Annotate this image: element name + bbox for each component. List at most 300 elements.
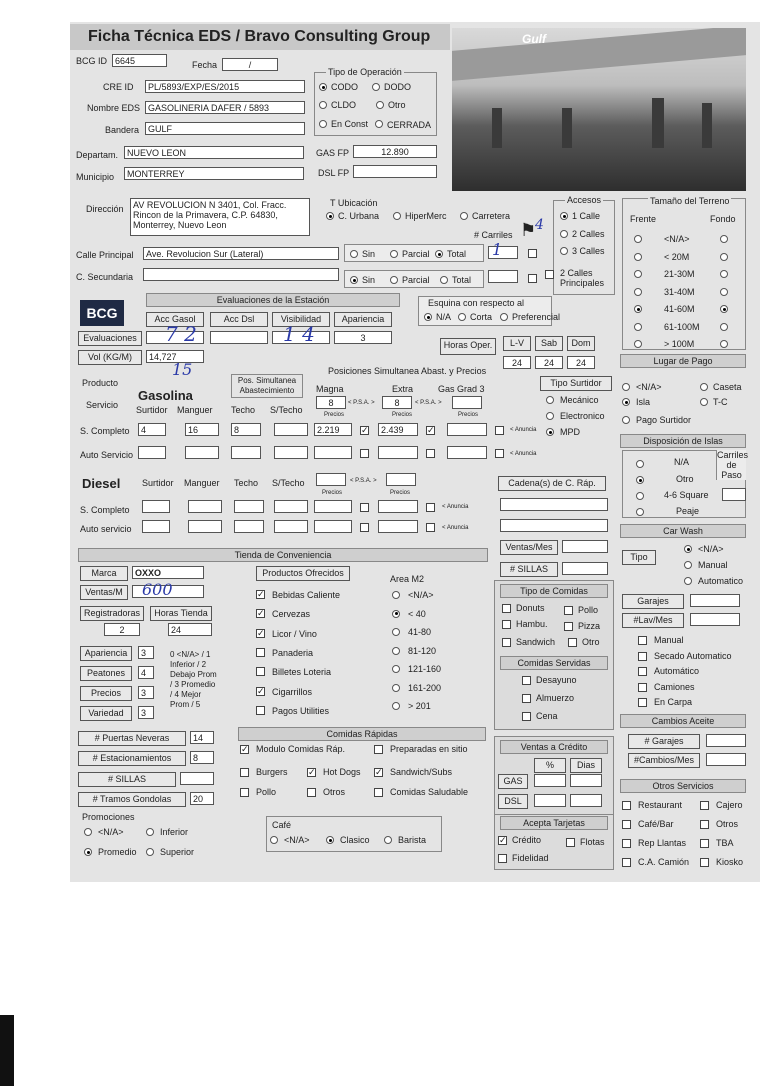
otros-tba-label: TBA bbox=[716, 838, 734, 848]
tienda-sillas-field[interactable] bbox=[180, 772, 214, 785]
ubic-urbana-radio[interactable] bbox=[326, 212, 334, 220]
estac-field[interactable]: 8 bbox=[190, 751, 214, 764]
cw-na-radio[interactable] bbox=[684, 545, 692, 553]
diesel-as-surtidor[interactable] bbox=[142, 520, 170, 533]
calle-field[interactable]: Ave. Revolucion Sur (Lateral) bbox=[143, 247, 339, 260]
marca-field[interactable]: OXXO bbox=[132, 566, 204, 579]
gg3-precio-check[interactable] bbox=[495, 426, 504, 435]
comidas-cena-check[interactable] bbox=[522, 712, 531, 721]
calle-parcial-label: Parcial bbox=[402, 249, 430, 259]
fondo-radio-2[interactable] bbox=[720, 270, 728, 278]
carwash-header: Car Wash bbox=[620, 524, 746, 538]
accesos-3-label: 3 Calles bbox=[572, 246, 605, 256]
diesel-sc-precio-1[interactable] bbox=[314, 500, 352, 513]
variedad-field[interactable]: 3 bbox=[138, 706, 154, 719]
cw-encarpa-check[interactable] bbox=[638, 698, 647, 707]
rapidas-burgers-label: Burgers bbox=[256, 767, 288, 777]
gas-as-manguer[interactable] bbox=[185, 446, 219, 459]
cw-auto-radio[interactable] bbox=[684, 577, 692, 585]
tarjetas-credito-check[interactable]: ✓ bbox=[499, 835, 507, 845]
calle-sin-radio[interactable] bbox=[350, 250, 358, 258]
peatones-field[interactable]: 4 bbox=[138, 666, 154, 679]
promo-prom-label: Promedio bbox=[98, 847, 137, 857]
carriles-handwritten: 4 bbox=[535, 217, 544, 233]
cw-manual-radio[interactable] bbox=[684, 561, 692, 569]
op-dodo-radio[interactable] bbox=[372, 83, 380, 91]
op-codo-label: CODO bbox=[331, 82, 358, 92]
sec-check[interactable] bbox=[528, 274, 537, 283]
otros-restaurant-check[interactable] bbox=[622, 801, 631, 810]
cw-chk_manual-check[interactable] bbox=[638, 636, 647, 645]
sec-carriles-field[interactable] bbox=[488, 270, 518, 283]
diesel-label: Diesel bbox=[82, 476, 121, 491]
credito-gas-dias[interactable] bbox=[570, 774, 602, 787]
diesel-as-anuncia: < Anuncia bbox=[442, 525, 469, 531]
vol-field[interactable]: 14,727 bbox=[146, 350, 204, 363]
gas-as-surtidor[interactable] bbox=[138, 446, 166, 459]
islas-peaje-radio[interactable] bbox=[636, 508, 644, 516]
lv-field[interactable]: 24 bbox=[503, 356, 531, 369]
neveras-label: # Puertas Neveras bbox=[78, 731, 186, 746]
cre-label: CRE ID bbox=[103, 82, 134, 92]
islas-na-label: N/A bbox=[674, 457, 690, 467]
frente-radio-3[interactable] bbox=[634, 288, 642, 296]
otros-cafebar-check[interactable] bbox=[622, 820, 631, 829]
tarjetas-header: Acepta Tarjetas bbox=[500, 816, 608, 830]
aceite-cambios-field[interactable] bbox=[706, 753, 746, 766]
gas-sc-stecho[interactable] bbox=[274, 423, 308, 436]
producto-2-check[interactable]: ✓ bbox=[257, 608, 265, 619]
tramos-label: # Tramos Gondolas bbox=[78, 792, 186, 807]
cw-camiones-check[interactable] bbox=[638, 683, 647, 692]
gas-sc-surtidor[interactable]: 4 bbox=[138, 423, 166, 436]
cadena-ventas-field[interactable] bbox=[562, 540, 608, 553]
aceite-cambios-label: #Cambios/Mes bbox=[628, 753, 700, 768]
legend-line-1: 0 <N/A> / 1 bbox=[170, 650, 211, 659]
apariencia-t-field[interactable]: 3 bbox=[138, 646, 154, 659]
diesel-sc-surtidor[interactable] bbox=[142, 500, 170, 513]
acc-dsl-button[interactable]: Acc Dsl bbox=[210, 312, 268, 327]
rapidas-modulo-label: Modulo Comidas Ráp. bbox=[256, 744, 346, 754]
sab-field[interactable]: 24 bbox=[535, 356, 563, 369]
gas-as-techo[interactable] bbox=[231, 446, 261, 459]
cafe-na-label: <N/A> bbox=[284, 835, 310, 845]
magna-precio-check[interactable]: ✓ bbox=[361, 425, 369, 435]
sec-total-radio[interactable] bbox=[440, 276, 448, 284]
terreno-label-4: 41-60M bbox=[664, 304, 695, 314]
op-dodo-label: DODO bbox=[384, 82, 411, 92]
cw-lavmes-field[interactable] bbox=[690, 613, 740, 626]
area-radio-6[interactable] bbox=[392, 702, 400, 710]
gg3-psa-field[interactable] bbox=[452, 396, 482, 409]
pago-isla-radio[interactable] bbox=[622, 398, 630, 406]
direccion-line-3: Monterrey, Nuevo Leon bbox=[133, 220, 227, 230]
cafe-na-radio[interactable] bbox=[270, 836, 278, 844]
gas-sc-techo[interactable]: 8 bbox=[231, 423, 261, 436]
cw-garajes-field[interactable] bbox=[690, 594, 740, 607]
dom-label: Dom bbox=[567, 336, 595, 351]
diesel-psa-1[interactable] bbox=[316, 473, 346, 486]
promo-inf-radio[interactable] bbox=[146, 828, 154, 836]
comidas-donuts-check[interactable] bbox=[502, 604, 511, 613]
accesos-2p-check[interactable] bbox=[545, 270, 554, 279]
producto-6-check[interactable]: ✓ bbox=[257, 685, 265, 696]
bandera-field[interactable]: GULF bbox=[145, 122, 305, 135]
gas-stecho-label: S/Techo bbox=[270, 405, 303, 415]
otros-llantas-label: Rep Llantas bbox=[638, 838, 687, 848]
tarjetas-fidelidad-label: Fidelidad bbox=[512, 853, 549, 863]
productos-button[interactable]: Productos Ofrecidos bbox=[256, 566, 350, 581]
gas-as-stecho[interactable] bbox=[274, 446, 308, 459]
cadena-field-2[interactable] bbox=[500, 519, 608, 532]
otros-kiosko-label: Kiosko bbox=[716, 857, 744, 867]
calle-total-radio[interactable] bbox=[435, 250, 443, 258]
fondo-label: Fondo bbox=[710, 214, 736, 224]
area-radio-3[interactable] bbox=[392, 647, 400, 655]
diesel-surtidor-label: Surtidor bbox=[142, 478, 174, 488]
accesos-3-radio[interactable] bbox=[560, 247, 568, 255]
cadena-field-1[interactable] bbox=[500, 498, 608, 511]
acc-gasol-button[interactable]: Acc Gasol bbox=[146, 312, 204, 327]
gas-as-magna[interactable] bbox=[314, 446, 352, 459]
credito-dias-label: Dias bbox=[570, 758, 602, 773]
area-radio-0[interactable] bbox=[392, 591, 400, 599]
cafe-clasico-radio[interactable] bbox=[326, 836, 334, 844]
cafe-label: Café bbox=[272, 820, 292, 830]
frente-radio-2[interactable] bbox=[634, 270, 642, 278]
gas-as-magna-check[interactable] bbox=[360, 449, 369, 458]
cw-automatico-check[interactable] bbox=[638, 667, 647, 676]
cw-chk_manual-label: Manual bbox=[654, 635, 684, 645]
municipio-field[interactable]: MONTERREY bbox=[124, 167, 304, 180]
horas-tienda-label: Horas Tienda bbox=[150, 606, 212, 621]
fondo-radio-4[interactable] bbox=[720, 305, 728, 313]
cadena-sillas-field[interactable] bbox=[562, 562, 608, 575]
area-radio-5[interactable] bbox=[392, 684, 400, 692]
comidas-pollo-label: Pollo bbox=[578, 605, 599, 615]
producto-3-check[interactable]: ✓ bbox=[257, 627, 265, 638]
gas-autoserv-label: Auto Servicio bbox=[80, 450, 134, 460]
magna-label: Magna bbox=[316, 384, 344, 394]
comidas-pollo-check[interactable] bbox=[564, 606, 573, 615]
gas-sc-manguer[interactable]: 16 bbox=[185, 423, 219, 436]
op-enconst-radio[interactable] bbox=[319, 120, 327, 128]
ubic-carretera-label: Carretera bbox=[472, 211, 511, 221]
diesel-psa-2[interactable] bbox=[386, 473, 416, 486]
cw-garajes-label: Garajes bbox=[622, 594, 684, 609]
horas-tienda-field[interactable]: 24 bbox=[168, 623, 212, 636]
cw-auto-label: Automatico bbox=[698, 576, 744, 586]
area-label-1: < 40 bbox=[408, 608, 426, 619]
comidas-otro-check[interactable] bbox=[568, 638, 577, 647]
aceite-garajes-field[interactable] bbox=[706, 734, 746, 747]
cafe-group bbox=[266, 816, 442, 852]
dom-field[interactable]: 24 bbox=[567, 356, 595, 369]
bcg-id-field[interactable]: 6645 bbox=[112, 54, 167, 67]
carriles-paso-field[interactable] bbox=[722, 488, 746, 501]
tramos-field[interactable]: 20 bbox=[190, 792, 214, 805]
producto-4-check[interactable] bbox=[256, 648, 265, 657]
producto-7-label: Pagos Utilities bbox=[272, 705, 330, 716]
esq-corta-radio[interactable] bbox=[458, 313, 466, 321]
direccion-line-2: Rincon de la Primavera, C.P. 64830, bbox=[133, 210, 278, 220]
sec-total-label: Total bbox=[452, 275, 472, 285]
fondo-radio-0[interactable] bbox=[720, 235, 728, 243]
promo-na-radio[interactable] bbox=[84, 828, 92, 836]
otros-camion-label: C.A. Camión bbox=[638, 857, 690, 867]
islas-otro-radio[interactable] bbox=[636, 476, 644, 484]
diesel-sc-manguer[interactable] bbox=[188, 500, 222, 513]
tarjetas-flotas-check[interactable] bbox=[566, 838, 575, 847]
apariencia-field[interactable]: 3 bbox=[334, 331, 392, 344]
municipio-label: Municipio bbox=[76, 172, 115, 182]
frente-radio-1[interactable] bbox=[634, 253, 642, 261]
comidas-pizza-label: Pizza bbox=[578, 621, 601, 631]
sec-sin-label: Sin bbox=[362, 275, 376, 285]
dslfp-field[interactable] bbox=[353, 165, 437, 178]
frente-radio-5[interactable] bbox=[634, 323, 642, 331]
cw-secado-check[interactable] bbox=[638, 652, 647, 661]
cw-secado-label: Secado Automatico bbox=[654, 650, 732, 661]
terreno-label-3: 31-40M bbox=[664, 286, 695, 297]
diesel-sc-check-1[interactable] bbox=[360, 503, 369, 512]
pago-na-radio[interactable] bbox=[622, 383, 630, 391]
otros-tba-check[interactable] bbox=[700, 839, 709, 848]
rapidas-burgers-check[interactable] bbox=[240, 768, 249, 777]
credito-dsl-dias[interactable] bbox=[570, 794, 602, 807]
diesel-as-techo[interactable] bbox=[234, 520, 264, 533]
area-label: Area M2 bbox=[390, 574, 425, 584]
comidas-sandwich-check[interactable] bbox=[502, 638, 511, 647]
extra-label: Extra bbox=[392, 384, 414, 394]
islas-na-radio[interactable] bbox=[636, 460, 644, 468]
op-otro-radio[interactable] bbox=[376, 101, 384, 109]
extra-precio-field[interactable]: 2.439 bbox=[378, 423, 418, 436]
diesel-as-check-2[interactable] bbox=[426, 523, 435, 532]
islas-cuadre-radio[interactable] bbox=[636, 492, 644, 500]
sab-label: Sab bbox=[535, 336, 563, 351]
otros-cajero-check[interactable] bbox=[700, 801, 709, 810]
accesos-1-radio[interactable] bbox=[560, 212, 568, 220]
accesos-label: Accesos bbox=[567, 195, 602, 205]
aceite-header: Cambios Aceite bbox=[620, 714, 746, 728]
pago-tc-radio[interactable] bbox=[700, 398, 708, 406]
promo-sup-radio[interactable] bbox=[146, 848, 154, 856]
comidas-pizza-check[interactable] bbox=[564, 622, 573, 631]
acc-dsl-field[interactable] bbox=[210, 331, 268, 344]
gas-as-extra[interactable] bbox=[378, 446, 418, 459]
cre-field[interactable]: PL/5893/EXP/ES/2015 bbox=[145, 80, 305, 93]
pago-na-label: <N/A> bbox=[636, 382, 662, 392]
surt-mpd-radio[interactable] bbox=[546, 428, 554, 436]
calle-parcial-radio[interactable] bbox=[390, 250, 398, 258]
promo-prom-radio[interactable] bbox=[84, 848, 92, 856]
fondo-radio-6[interactable] bbox=[720, 340, 728, 348]
extra-precio-check[interactable]: ✓ bbox=[427, 425, 435, 435]
cw-na-label: <N/A> bbox=[698, 544, 724, 554]
ubic-hiper-radio[interactable] bbox=[393, 212, 401, 220]
tipo-op-label: Tipo de Operación bbox=[328, 67, 402, 77]
magna-precio-field[interactable]: 2.219 bbox=[314, 423, 352, 436]
rapidas-sandwich-check[interactable]: ✓ bbox=[375, 767, 383, 777]
magna-psa-field[interactable]: 8 bbox=[316, 396, 346, 409]
comidas-desayuno-check[interactable] bbox=[522, 676, 531, 685]
bandera-label: Bandera bbox=[105, 125, 140, 135]
precios-field[interactable]: 3 bbox=[138, 686, 154, 699]
op-cldo-label: CLDO bbox=[331, 100, 357, 110]
otros-otros-check[interactable] bbox=[700, 820, 709, 829]
calle-total-label: Total bbox=[447, 249, 467, 259]
area-label-6: > 201 bbox=[408, 701, 431, 711]
secundaria-field[interactable] bbox=[143, 268, 339, 281]
credito-gas-pct[interactable] bbox=[534, 774, 566, 787]
extra-psa-field[interactable]: 8 bbox=[382, 396, 412, 409]
rapidas-otros-check[interactable] bbox=[307, 788, 316, 797]
visibilidad-button[interactable]: Visibilidad bbox=[272, 312, 330, 327]
fondo-radio-1[interactable] bbox=[720, 253, 728, 261]
cw-camiones-label: Camiones bbox=[654, 681, 695, 692]
rapidas-otros-label: Otros bbox=[323, 787, 346, 797]
rapidas-sandwich-label: Sandwich/Subs bbox=[390, 767, 453, 777]
horas-oper-button[interactable]: Horas Oper. bbox=[440, 338, 496, 355]
diesel-as-stecho[interactable] bbox=[274, 520, 308, 533]
pago-header: Lugar de Pago bbox=[620, 354, 746, 368]
comidas-almuerzo-check[interactable] bbox=[522, 694, 531, 703]
ubic-hiper-label: HiperMerc bbox=[405, 211, 447, 221]
surt-mecanico-radio[interactable] bbox=[546, 396, 554, 404]
credito-dsl-pct[interactable] bbox=[534, 794, 566, 807]
producto-5-check[interactable] bbox=[256, 667, 265, 676]
bcg-id-label: BCG ID bbox=[76, 56, 108, 66]
registradoras-field[interactable]: 2 bbox=[104, 623, 140, 636]
surt-electronico-radio[interactable] bbox=[546, 412, 554, 420]
comidas-almuerzo-label: Almuerzo bbox=[536, 693, 575, 703]
area-radio-1[interactable] bbox=[392, 610, 400, 618]
islas-header: Disposición de Islas bbox=[620, 434, 746, 448]
depto-field[interactable]: NUEVO LEON bbox=[124, 146, 304, 159]
diesel-as-precio-1[interactable] bbox=[314, 520, 352, 533]
diesel-sc-techo[interactable] bbox=[234, 500, 264, 513]
diesel-sc-precio-2[interactable] bbox=[378, 500, 418, 513]
op-enconst-label: En Const bbox=[331, 119, 369, 129]
diesel-scompleto-label: S. Completo bbox=[80, 505, 130, 515]
op-cerrada-radio[interactable] bbox=[375, 120, 383, 128]
rapidas-pollo-check[interactable] bbox=[240, 788, 249, 797]
cw-lavmes-label: #Lav/Mes bbox=[622, 613, 684, 628]
direccion-line-1: AV REVOLUCION N 3401, Col. Fracc. bbox=[133, 200, 287, 210]
direccion-field[interactable] bbox=[130, 198, 310, 236]
pago-caseta-radio[interactable] bbox=[700, 383, 708, 391]
esq-pref-radio[interactable] bbox=[500, 313, 508, 321]
producto-5-label: Billetes Loteria bbox=[272, 667, 332, 678]
producto-1-label: Bebidas Caliente bbox=[272, 590, 341, 600]
otros-llantas-check[interactable] bbox=[622, 839, 631, 848]
ventas-label: Ventas/M bbox=[80, 585, 128, 600]
comidas-sandwich-label: Sandwich bbox=[516, 637, 556, 647]
gas-as-extra-check[interactable] bbox=[426, 449, 435, 458]
esq-na-label: N/A bbox=[436, 312, 452, 322]
gas-as-gg3[interactable] bbox=[447, 446, 487, 459]
scan-edge bbox=[0, 1015, 14, 1086]
servidas-header: Comidas Servidas bbox=[500, 656, 608, 670]
fondo-radio-3[interactable] bbox=[720, 288, 728, 296]
calle-check[interactable] bbox=[528, 249, 537, 258]
comidas-hambu-check[interactable] bbox=[502, 620, 511, 629]
area-radio-4[interactable] bbox=[392, 665, 400, 673]
comidas-donuts-label: Donuts bbox=[516, 603, 545, 613]
direccion-label: Dirección bbox=[86, 204, 124, 214]
gas-as-anuncia: < Anuncia bbox=[510, 451, 537, 457]
area-radio-2[interactable] bbox=[392, 628, 400, 636]
ubic-carretera-radio[interactable] bbox=[460, 212, 468, 220]
evaluaciones-button[interactable]: Evaluaciones bbox=[78, 331, 142, 346]
ventas-handwritten: 600 bbox=[142, 580, 173, 599]
fecha-label: Fecha bbox=[192, 60, 218, 70]
producto-1-check[interactable]: ✓ bbox=[257, 589, 265, 599]
credito-gas-label: GAS bbox=[498, 774, 528, 789]
accesos-2-radio[interactable] bbox=[560, 230, 568, 238]
producto-7-check[interactable] bbox=[256, 706, 265, 715]
diesel-sc-stecho[interactable] bbox=[274, 500, 308, 513]
diesel-sc-check-2[interactable] bbox=[426, 503, 435, 512]
frente-radio-0[interactable] bbox=[634, 235, 642, 243]
terreno-label-5: 61-100M bbox=[664, 321, 700, 332]
sec-parcial-radio[interactable] bbox=[390, 276, 398, 284]
diesel-as-check-1[interactable] bbox=[360, 523, 369, 532]
carriles-label: # Carriles bbox=[474, 230, 513, 240]
apariencia-button[interactable]: Apariencia bbox=[334, 312, 392, 327]
neveras-field[interactable]: 14 bbox=[190, 731, 214, 744]
cw-encarpa-label: En Carpa bbox=[654, 697, 693, 707]
bcg-logo: BCG bbox=[80, 300, 124, 326]
frente-radio-6[interactable] bbox=[634, 340, 642, 348]
rapidas-hotdogs-check[interactable]: ✓ bbox=[308, 767, 316, 777]
gg3-precio-field[interactable] bbox=[447, 423, 487, 436]
pago-isla-label: Isla bbox=[636, 397, 651, 407]
op-codo-radio[interactable] bbox=[319, 83, 327, 91]
op-otro-label: Otro bbox=[388, 100, 406, 110]
frente-radio-4[interactable] bbox=[634, 305, 642, 313]
promo-label: Promociones bbox=[82, 812, 135, 822]
cafe-barista-radio[interactable] bbox=[384, 836, 392, 844]
diesel-precios-1: Precios bbox=[322, 490, 343, 496]
sec-sin-radio[interactable] bbox=[350, 276, 358, 284]
rapidas-saludable-check[interactable] bbox=[374, 788, 383, 797]
diesel-as-precio-2[interactable] bbox=[378, 520, 418, 533]
cw-manual-label: Manual bbox=[698, 560, 728, 570]
magna-precios-label: Precios bbox=[324, 412, 345, 418]
op-cldo-radio[interactable] bbox=[319, 101, 327, 109]
rapidas-modulo-check[interactable]: ✓ bbox=[241, 744, 249, 754]
fecha-field[interactable]: / bbox=[222, 58, 278, 71]
otros-camion-check[interactable] bbox=[622, 858, 631, 867]
rapidas-preparadas-check[interactable] bbox=[374, 745, 383, 754]
secundaria-label: C. Secundaria bbox=[76, 272, 134, 282]
diesel-as-manguer[interactable] bbox=[188, 520, 222, 533]
nombre-field[interactable]: GASOLINERIA DAFER / 5893 bbox=[145, 101, 305, 114]
carriles-paso-label: Carriles de Paso bbox=[717, 450, 749, 480]
cadena-button[interactable]: Cadena(s) de C. Ráp. bbox=[498, 476, 606, 491]
fondo-radio-5[interactable] bbox=[720, 323, 728, 331]
gas-as-gg3-check[interactable] bbox=[495, 449, 504, 458]
pago-surtidor-radio[interactable] bbox=[622, 416, 630, 424]
acc-gasol-handwritten: 7 2 bbox=[165, 322, 197, 346]
otros-kiosko-check[interactable] bbox=[700, 858, 709, 867]
gasfp-field[interactable]: 12.890 bbox=[353, 145, 437, 158]
tarjetas-fidelidad-check[interactable] bbox=[498, 854, 507, 863]
otros-cajero-label: Cajero bbox=[716, 800, 743, 810]
esq-na-radio[interactable] bbox=[424, 313, 432, 321]
